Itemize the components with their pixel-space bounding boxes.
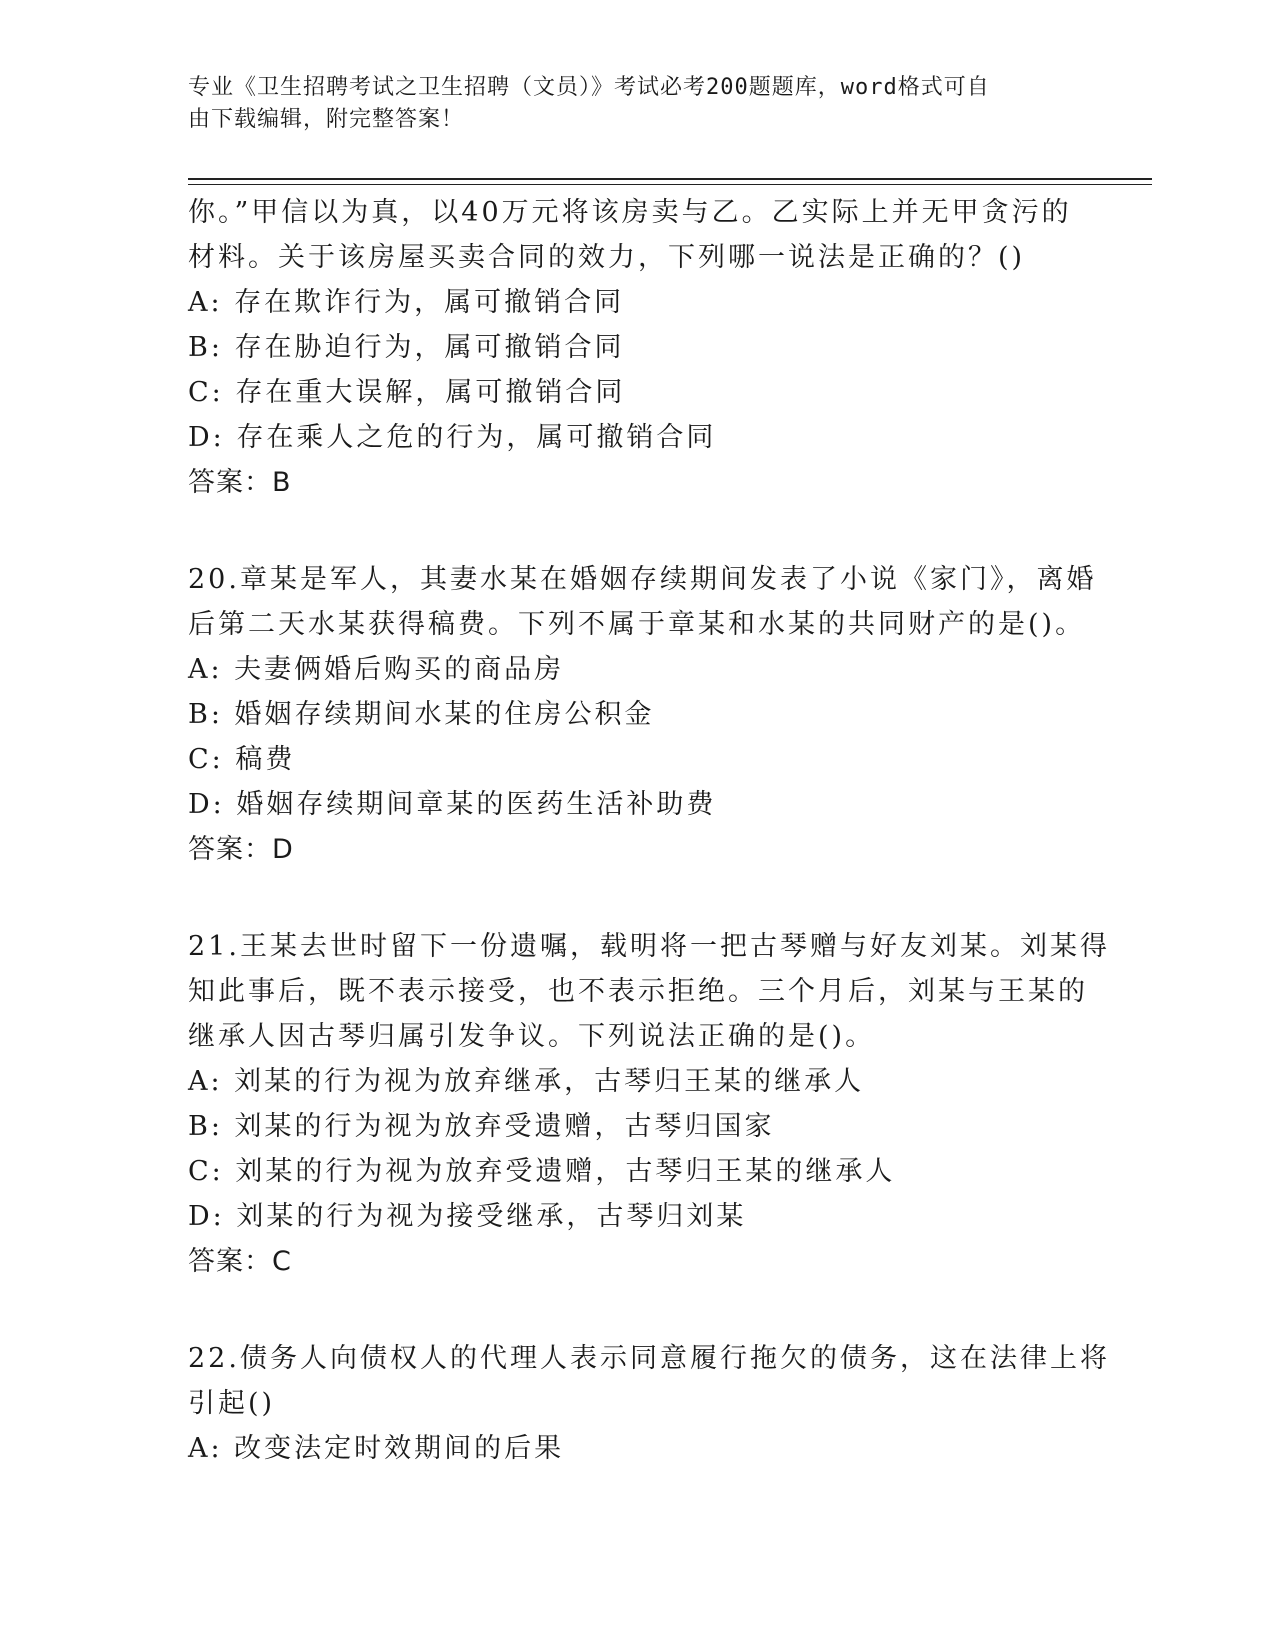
option-b: B: 刘某的行为视为放弃受遗赠，古琴归国家 — [188, 1111, 775, 1142]
question-text-line: 21.王某去世时留下一份遗嘱，载明将一把古琴赠与好友刘某。刘某得 — [188, 931, 1110, 962]
question-fragment — [188, 190, 1128, 505]
answer-line: 答案：C — [188, 1246, 292, 1277]
option-d: D: 婚姻存续期间章某的医药生活补助费 — [188, 789, 717, 820]
question-text-line: 材料。关于该房屋买卖合同的效力，下列哪一说法是正确的？() — [188, 242, 1026, 273]
option-b: B: 存在胁迫行为，属可撤销合同 — [188, 332, 625, 363]
option-a: A: 刘某的行为视为放弃继承，古琴归王某的继承人 — [188, 1066, 865, 1097]
option-a: A: 存在欺诈行为，属可撤销合同 — [188, 287, 625, 318]
question-20 — [188, 557, 1128, 872]
spacer — [188, 1284, 1128, 1336]
option-d: D: 刘某的行为视为接受继承，古琴归刘某 — [188, 1201, 747, 1232]
option-d: D: 存在乘人之危的行为，属可撤销合同 — [188, 422, 717, 453]
option-a: A: 夫妻俩婚后购买的商品房 — [188, 654, 565, 685]
header-rule-thin — [188, 184, 1152, 185]
header-rule-thick — [188, 178, 1152, 180]
page-header — [188, 72, 1088, 136]
question-text-line: 你。”甲信以为真，以40万元将该房卖与乙。乙实际上并无甲贪污的 — [188, 197, 1072, 228]
header-line-2: 由下载编辑，附完整答案！ — [188, 107, 465, 132]
question-text-line: 继承人因古琴归属引发争议。下列说法正确的是()。 — [188, 1021, 876, 1052]
option-c: C: 稿费 — [188, 744, 296, 775]
question-list — [188, 190, 1128, 1471]
question-text-line: 后第二天水某获得稿费。下列不属于章某和水某的共同财产的是()。 — [188, 609, 1086, 640]
question-22 — [188, 1336, 1128, 1471]
spacer — [188, 505, 1128, 557]
answer-line: 答案：D — [188, 834, 294, 865]
question-text-line: 知此事后，既不表示接受，也不表示拒绝。三个月后，刘某与王某的 — [188, 976, 1088, 1007]
option-c: C: 存在重大误解，属可撤销合同 — [188, 377, 626, 408]
question-text-line: 20.章某是军人，其妻水某在婚姻存续期间发表了小说《家门》，离婚 — [188, 564, 1097, 595]
question-21 — [188, 924, 1128, 1284]
spacer — [188, 872, 1128, 924]
answer-line: 答案：B — [188, 467, 292, 498]
header-line-1: 专业《卫生招聘考试之卫生招聘（文员）》考试必考200题题库，word格式可自 — [188, 75, 990, 100]
question-text-line: 引起() — [188, 1388, 276, 1419]
option-c: C: 刘某的行为视为放弃受遗赠，古琴归王某的继承人 — [188, 1156, 896, 1187]
option-a: A: 改变法定时效期间的后果 — [188, 1433, 565, 1464]
question-text-line: 22.债务人向债权人的代理人表示同意履行拖欠的债务，这在法律上将 — [188, 1343, 1110, 1374]
option-b: B: 婚姻存续期间水某的住房公积金 — [188, 699, 655, 730]
